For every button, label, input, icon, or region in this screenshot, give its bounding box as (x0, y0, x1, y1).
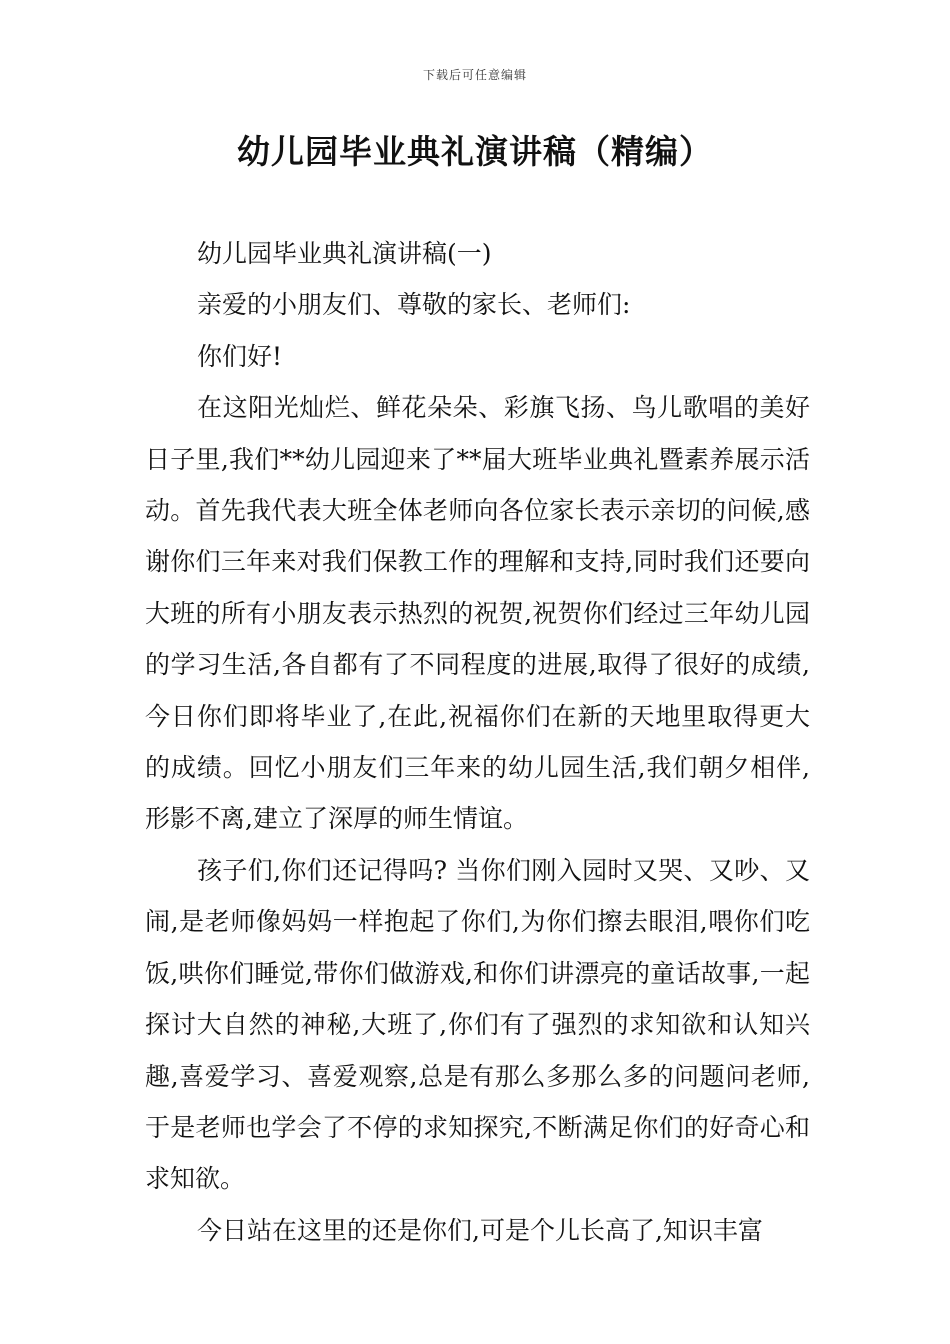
body-paragraph: 今日站在这里的还是你们,可是个儿长高了,知识丰富 (197, 1215, 763, 1245)
section-heading: 幼儿园毕业典礼演讲稿(一) (197, 239, 492, 268)
salutation: 亲爱的小朋友们、尊敬的家长、老师们: (197, 290, 631, 320)
body-paragraph: 孩子们,你们还记得吗? 当你们刚入园时又哭、又吵、又闹,是老师像妈妈一样抱起了你们,为你们擦去眼泪,喂你们吃饭,哄你们睡觉,带你们做游戏,和你们讲漂亮的童话故事,一起探讨大自然的神秘,大班了,你们有了强烈的求知欲和认知兴趣,喜爱学习、喜爱观察,总是有那么多那么多的问题问老师,于是老师也学会了不停的求知探究,不断满足你们的好奇心和求知欲。 (145, 855, 810, 1194)
header-note: 下载后可任意编辑 (422, 68, 527, 82)
body-paragraph: 在这阳光灿烂、鲜花朵朵、彩旗飞扬、鸟儿歌唱的美好日子里,我们**幼儿园迎来了**届大班毕业典礼暨素养展示活动。首先我代表大班全体老师向各位家长表示亲切的问候,感谢你们三年来对我们保教工作的理解和支持,同时我们还要向大班的所有小朋友表示热烈的祝贺,祝贺你们经过三年幼儿园的学习生活,各自都有了不同程度的进展,取得了很好的成绩,今日你们即将毕业了,在此,祝福你们在新的天地里取得更大的成绩。回忆小朋友们三年来的幼儿园生活,我们朝夕相伴,形影不离,建立了深厚的师生情谊。 (145, 393, 810, 834)
document-body (145, 228, 810, 1256)
document-title: 幼儿园毕业典礼演讲稿（精编） (237, 132, 713, 171)
greeting: 你们好! (197, 341, 283, 371)
